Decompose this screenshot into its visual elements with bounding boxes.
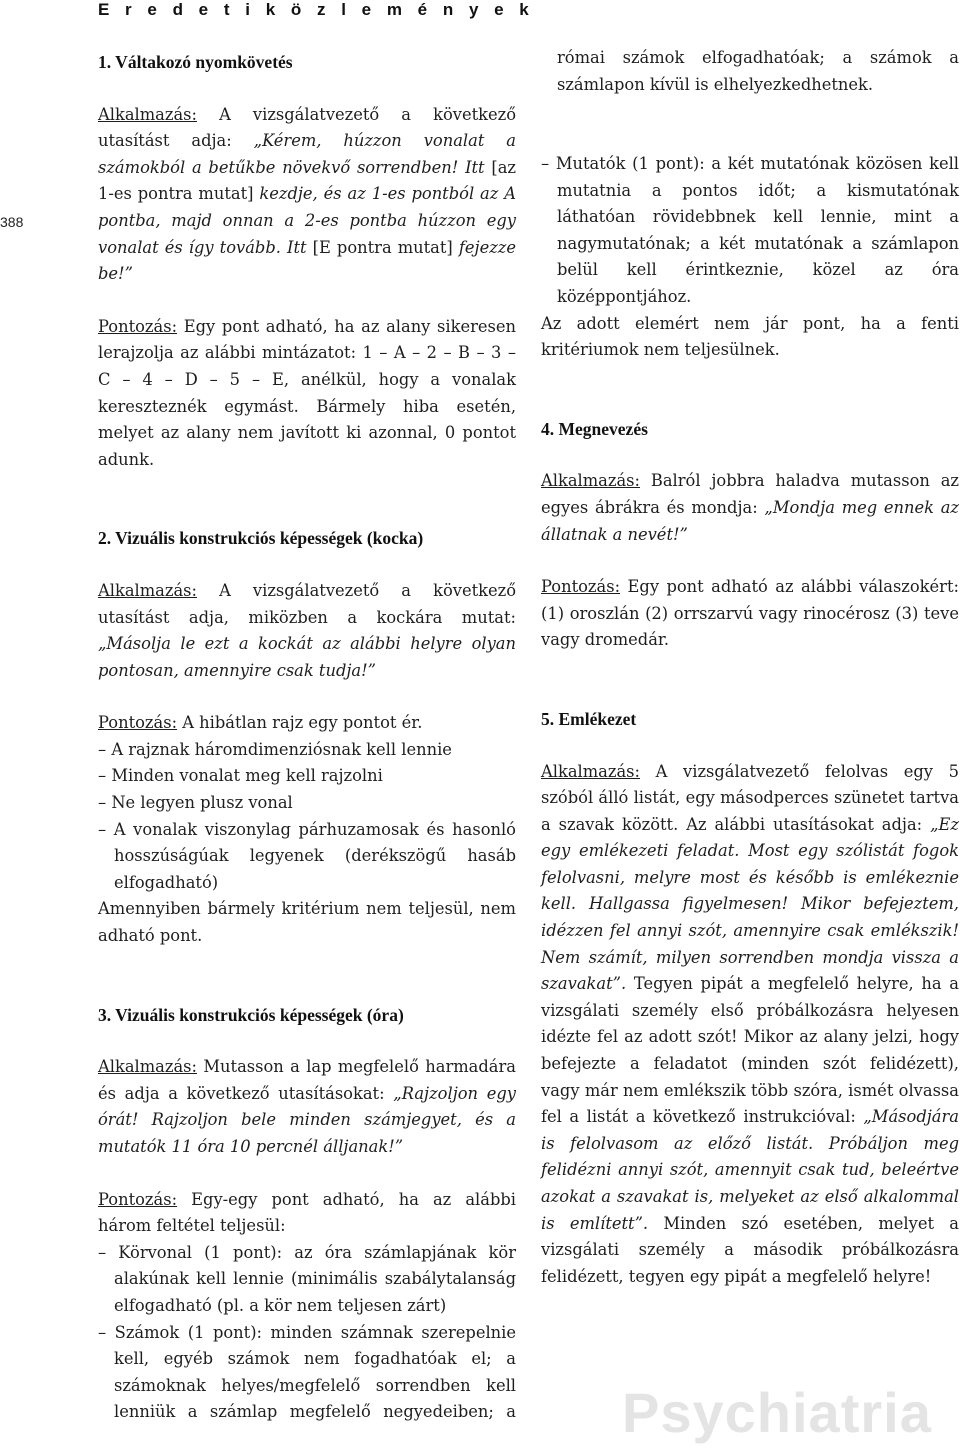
instruction-quote: „Ez egy emlékezeti feladat. Most egy szólistát fogok felolvasni, melyre most és később is emlékeznie kell. Hallgassa figyelmesen! Mikor befejeztem, idézzen fel annyi szót, amennyire csak emlékszik! Nem számít, milyen sorrendben mondja vissza a szavakat”.	[541, 814, 959, 994]
criteria-item-continued: – Számok (1 pont): minden számnak szerepelnie kell, egyéb számok nem fogadhatóak el; a számoknak helyes/megfelelő sorrendben kell lenniük a számlap megfelelő negyedeiben; a	[98, 1322, 516, 1422]
application-label: Alkalmazás:	[98, 104, 198, 124]
scoring-text: A hibátlan rajz egy pontot ér.	[177, 713, 423, 733]
section-5-title: 5. Emlékezet	[541, 708, 637, 729]
criteria-item: – Körvonal (1 pont): az óra számlapjának kör alakúnak kell lennie (minimális szabálytalanság elfogadható (pl. a kör nem teljesen zárt)	[98, 1242, 516, 1315]
scoring-text: Egy pont adható az alábbi válaszokért: (1) oroszlán (2) orrszarvú vagy rinocérosz (3) teve vagy dromedár.	[541, 577, 959, 650]
application-text: A vizsgálatvezető a következő utasítást adja, miközben a kockára mutat:	[98, 580, 516, 627]
instruction-quote: „Másodjára is felolvasom az előző listát. Próbáljon meg felidézni annyi szót, amennyit csak tud, beleértve azokat a szavakat is, melyeket az első alkalommal is említett”.	[541, 1107, 959, 1233]
section-2-title: 2. Vizuális konstrukciós képességek (kocka)	[98, 528, 424, 549]
section-1-title: 1. Váltakozó nyomkövetés	[98, 52, 293, 72]
instruction-quote: fejezze be!”	[98, 237, 516, 284]
instruction-quote: „Kérem, húzzon vonalat a számokból a betűkbe növekvő sorrendben! Itt	[98, 131, 516, 177]
section-2-closing: Amennyiben bármely kritérium nem teljesül, nem adható pont.	[98, 899, 516, 946]
scoring-label: Pontozás:	[98, 1189, 178, 1209]
criteria-item-continuation	[541, 45, 959, 151]
application-text: Balról jobbra haladva mutasson az egyes ábrákra és mondja:	[541, 471, 959, 517]
section-3-closing: Az adott elemért nem jár pont, ha a fenti kritériumok nem teljesülnek.	[541, 313, 959, 360]
section-header: E r e d e t i k ö z l e m é n y e k	[98, 0, 535, 19]
application-text: Tegyen pipát a megfelelő helyre, ha a vizsgálati személy első próbálkozásra helyesen idézte fel az adott szót! Mikor az alany jelzi, hogy befejezte a feladatot (minden szót felidézett), vagy már nem emlékszik több szóra, ismét olvassa fel a listát a következő instrukcióval:	[541, 974, 959, 1127]
bracket-note: [az 1-es pontra mutat]	[98, 157, 516, 204]
application-text: A vizsgálatvezető felolvas egy 5 szóból álló listát, egy másodperces szünetet tartva a szavak között. Az alábbi utasításokat adja:	[541, 761, 959, 834]
section-2-scoring	[98, 710, 516, 737]
section-4-application	[541, 468, 959, 548]
application-label: Alkalmazás:	[541, 761, 641, 781]
instruction-quote: „Másolja le ezt a kockát az alábbi helyre olyan pontosan, amennyire csak tudja!”	[98, 634, 516, 680]
section-3-scoring	[98, 1187, 516, 1240]
scoring-label: Pontozás:	[98, 713, 178, 733]
section-4-scoring	[541, 574, 959, 654]
application-label: Alkalmazás:	[98, 1057, 198, 1077]
bracket-note: [E pontra mutat]	[306, 237, 459, 257]
application-text: Mutasson a lap megfelelő harmadára és adja a következő utasításokat:	[98, 1057, 516, 1103]
section-1-scoring	[98, 314, 516, 474]
instruction-quote: kezdje, és az 1-es pontból az A pontba, majd onnan a 2-es pontba húzzon egy vonalat és így tovább. Itt	[98, 184, 517, 257]
section-2-application	[98, 578, 516, 684]
application-label: Alkalmazás:	[541, 471, 641, 491]
scoring-label: Pontozás:	[98, 316, 178, 336]
criteria-item: – Minden vonalat meg kell rajzolni	[98, 766, 383, 786]
page-number: 388	[0, 214, 24, 230]
scoring-label: Pontozás:	[541, 577, 621, 597]
instruction-quote: „Mondja meg ennek az állatnak a nevét!”	[541, 497, 959, 544]
application-text: A vizsgálatvezető a következő utasítást adja:	[98, 104, 516, 151]
scoring-text: Egy pont adható, ha az alany sikeresen lerajzolja az alábbi mintázatot: 1 – A – 2 – B – 3 – C – 4 – D – 5 – E, anélkül, hogy a vonalak kereszteznék egymást. Bármely hiba esetén, melyet az alany nem javított ki azonnal, 0 pontot adunk.	[98, 316, 516, 469]
section-5-application	[541, 759, 959, 1291]
left-column	[98, 49, 516, 1428]
criteria-item: – A rajznak háromdimenziósnak kell lennie	[98, 739, 452, 759]
section-3-application	[98, 1054, 516, 1160]
application-label: Alkalmazás:	[98, 580, 198, 600]
right-column	[541, 45, 959, 1290]
section-4-title: 4. Megnevezés	[541, 418, 648, 439]
section-3-title: 3. Vizuális konstrukciós képességek (óra)	[98, 1004, 404, 1025]
criteria-item: – Mutatók (1 pont): a két mutatónak közösen kell mutatnia a pontos időt; a kismutatónak láthatóan rövidebbnek kell lennie, mint a nagymutatónak; a két mutatónak a számlapon belül kell érintkeznie, közel az óra középpontjához.	[541, 154, 959, 306]
instruction-quote: „Rajzoljon egy órát! Rajzoljon bele minden számjegyet, és a mutatók 11 óra 10 percnél álljanak!”	[98, 1083, 516, 1156]
section-1-application	[98, 102, 516, 288]
criteria-item: – A vonalak viszonylag párhuzamosak és hasonló hosszúságúak legyenek (derékszögű hasáb elfogadható)	[98, 819, 516, 892]
application-text: Minden szó esetében, melyet a vizsgálati személy a második próbálkozásra felidézett, tegyen egy pipát a megfelelő helyre!	[541, 1213, 959, 1286]
criteria-item: – Ne legyen plusz vonal	[98, 793, 293, 813]
journal-logo: Psychiatria	[622, 1381, 932, 1444]
continuation-text: római számok elfogadhatóak; a számok a számlapon kívül is elhelyezkedhetnek.	[557, 48, 959, 94]
scoring-text: Egy-egy pont adható, ha az alábbi három feltétel teljesül:	[98, 1189, 516, 1236]
